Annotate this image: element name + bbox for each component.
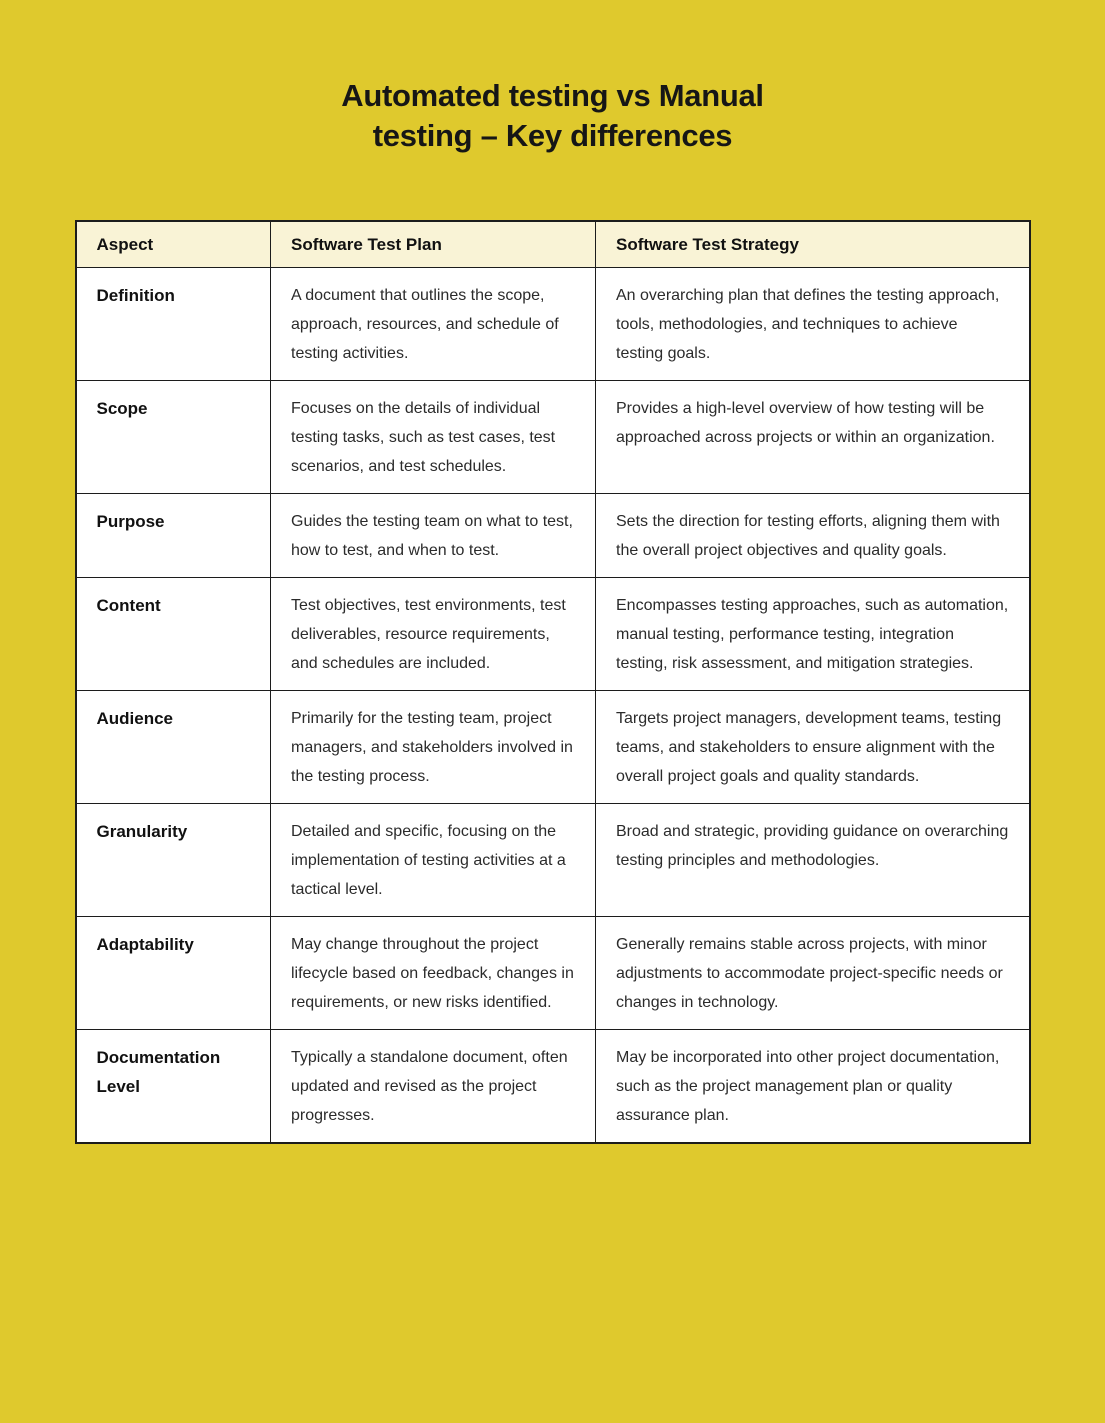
table-row: [76, 1030, 1030, 1144]
aspect-cell: Scope: [76, 381, 271, 494]
table-row: [76, 804, 1030, 917]
table-row: [76, 578, 1030, 691]
test-plan-cell: May change throughout the project lifecycle based on feedback, changes in requirements, or new risks identified.: [271, 917, 596, 1030]
test-plan-cell: Detailed and specific, focusing on the implementation of testing activities at a tactical level.: [271, 804, 596, 917]
page-title-line-1: Automated testing vs Manual: [341, 78, 764, 113]
test-strategy-cell: Sets the direction for testing efforts, aligning them with the overall project objectives and quality goals.: [596, 494, 1030, 578]
test-strategy-cell: An overarching plan that defines the testing approach, tools, methodologies, and techniques to achieve testing goals.: [596, 268, 1030, 381]
aspect-cell: Content: [76, 578, 271, 691]
aspect-cell: Definition: [76, 268, 271, 381]
test-plan-cell: Test objectives, test environments, test deliverables, resource requirements, and schedules are included.: [271, 578, 596, 691]
test-strategy-cell: Encompasses testing approaches, such as automation, manual testing, performance testing, integration testing, risk assessment, and mitigation strategies.: [596, 578, 1030, 691]
test-plan-cell: A document that outlines the scope, approach, resources, and schedule of testing activities.: [271, 268, 596, 381]
aspect-cell: Purpose: [76, 494, 271, 578]
table-row: [76, 691, 1030, 804]
table-row: [76, 494, 1030, 578]
comparison-table: [75, 220, 1031, 1144]
aspect-cell: Documentation Level: [76, 1030, 271, 1144]
table-row: [76, 268, 1030, 381]
table-row: [76, 381, 1030, 494]
test-strategy-cell: Provides a high-level overview of how testing will be approached across projects or within an organization.: [596, 381, 1030, 494]
page-title-line-2: testing – Key differences: [372, 118, 733, 153]
aspect-cell: Adaptability: [76, 917, 271, 1030]
page-title: [0, 0, 1105, 156]
aspect-cell: Granularity: [76, 804, 271, 917]
test-strategy-cell: Broad and strategic, providing guidance on overarching testing principles and methodologies.: [596, 804, 1030, 917]
test-strategy-cell: Generally remains stable across projects, with minor adjustments to accommodate project-specific needs or changes in technology.: [596, 917, 1030, 1030]
table-row: [76, 917, 1030, 1030]
test-plan-cell: Focuses on the details of individual testing tasks, such as test cases, test scenarios, and test schedules.: [271, 381, 596, 494]
test-plan-cell: Guides the testing team on what to test, how to test, and when to test.: [271, 494, 596, 578]
test-strategy-cell: Targets project managers, development teams, testing teams, and stakeholders to ensure alignment with the overall project goals and quality standards.: [596, 691, 1030, 804]
header-test-strategy: Software Test Strategy: [596, 221, 1030, 268]
table-header-row: [76, 221, 1030, 268]
test-plan-cell: Primarily for the testing team, project managers, and stakeholders involved in the testing process.: [271, 691, 596, 804]
header-test-plan: Software Test Plan: [271, 221, 596, 268]
test-strategy-cell: May be incorporated into other project documentation, such as the project management plan or quality assurance plan.: [596, 1030, 1030, 1144]
aspect-cell: Audience: [76, 691, 271, 804]
test-plan-cell: Typically a standalone document, often updated and revised as the project progresses.: [271, 1030, 596, 1144]
header-aspect: Aspect: [76, 221, 271, 268]
